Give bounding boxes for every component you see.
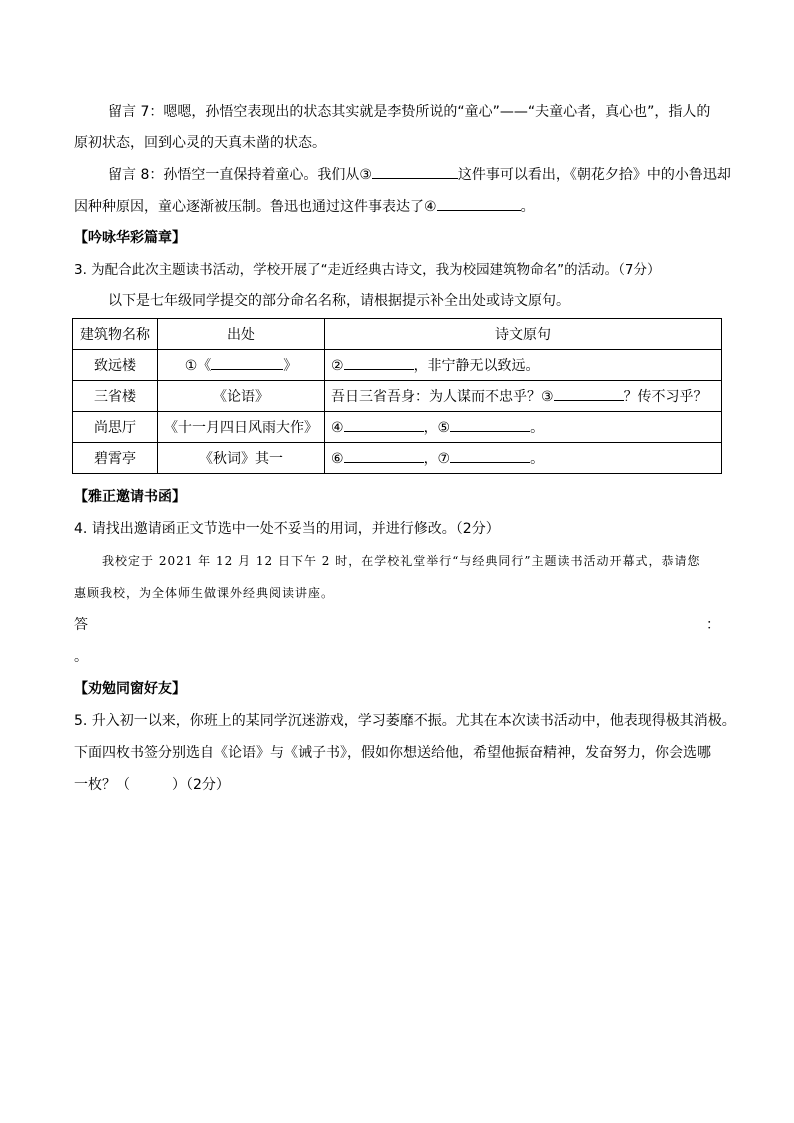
answer-label: 答 — [74, 617, 88, 633]
building-name: 碧霄亭 — [73, 443, 158, 474]
comment-8-line-2 — [74, 196, 535, 217]
source-cell: 《秋词》其一 — [158, 443, 325, 474]
building-name: 尚思厅 — [73, 412, 158, 443]
header-source: 出处 — [158, 319, 325, 350]
answer-colon: ： — [706, 617, 720, 633]
question-5-line-2: 下面四枚书签分别选自《论语》与《诫子书》，假如你想送给他，希望他振奋精神，发奋努力，你会选哪 — [74, 745, 711, 761]
blank-4-table[interactable] — [344, 417, 424, 432]
comment-7-line-2: 原初状态，回到心灵的天真未凿的状态。 — [74, 135, 326, 151]
comment-8-text-b: 这件事可以看出，《朝花夕拾》中的小鲁迅却 — [457, 167, 731, 183]
source-cell: 《十一月四日风雨大作》 — [158, 412, 325, 443]
blank-5[interactable] — [450, 417, 530, 432]
building-name: 三省楼 — [73, 381, 158, 412]
blank-3-table[interactable] — [554, 386, 624, 401]
comment-7-line-1: 留言 7：嗯嗯，孙悟空表现出的状态其实就是李贽所说的“童心”——“夫童心者，真心也”，指人的 — [108, 104, 711, 120]
question-3-stem: 3. 为配合此次主题读书活动，学校开展了“走近经典古诗文，我为校园建筑物命名”的活动。（7分） — [74, 262, 661, 278]
verse-text: ⑥ — [331, 451, 344, 467]
table-row — [73, 443, 722, 474]
source-text-end: 》 — [283, 358, 298, 374]
table-row — [73, 381, 722, 412]
verse-text-mid: ，⑦ — [423, 451, 451, 467]
section-heading-1: 【吟咏华彩篇章】 — [74, 230, 186, 246]
verse-text: 吾日三省吾身：为人谋而不忠乎？③ — [331, 389, 554, 405]
header-building: 建筑物名称 — [73, 319, 158, 350]
question-4-stem: 4. 请找出邀请函正文节选中一处不妥当的用词，并进行修改。（2分） — [74, 521, 500, 537]
table-header-row — [73, 319, 722, 350]
invitation-letter-line-2: 惠顾我校，为全体师生做课外经典阅读讲座。 — [74, 586, 335, 600]
blank-4[interactable] — [437, 196, 521, 211]
question-3-sub: 以下是七年级同学提交的部分命名名称，请根据提示补全出处或诗文原句。 — [108, 293, 570, 309]
building-names-table — [72, 318, 722, 474]
verse-text-end: ？传不习乎？ — [623, 389, 708, 405]
verse-cell — [325, 350, 722, 381]
verse-text-end: 。 — [530, 420, 545, 436]
invitation-letter-line-1: 我校定于 2021 年 12 月 12 日下午 2 时，在学校礼堂举行“与经典同行”主题读书活动开幕式，恭请您 — [102, 554, 701, 568]
verse-cell — [325, 443, 722, 474]
question-5-line-3: 一枚？（ ）（2分） — [74, 777, 230, 793]
blank-7[interactable] — [450, 448, 530, 463]
blank-2[interactable] — [344, 355, 414, 370]
comment-8-line-1 — [108, 164, 731, 185]
section-heading-3: 【劝勉同窗好友】 — [74, 681, 186, 697]
verse-text: ④ — [331, 420, 344, 436]
verse-text: ② — [331, 358, 344, 374]
comment-8-text-c: 因种种原因，童心逐渐被压制。鲁迅也通过这件事表达了④ — [74, 199, 437, 215]
section-heading-2: 【雅正邀请书函】 — [74, 489, 186, 505]
blank-1[interactable] — [211, 355, 283, 370]
source-cell — [158, 350, 325, 381]
source-cell: 《论语》 — [158, 381, 325, 412]
blank-3[interactable] — [372, 164, 458, 179]
verse-text-end: ，非宁静无以致远。 — [413, 358, 540, 374]
source-text: ①《 — [184, 358, 212, 374]
verse-cell — [325, 412, 722, 443]
comment-8-text-a: 留言 8：孙悟空一直保持着童心。我们从③ — [108, 167, 372, 183]
comment-8-text-d: 。 — [520, 199, 535, 215]
table-row — [73, 412, 722, 443]
header-verse: 诗文原句 — [325, 319, 722, 350]
building-name: 致远楼 — [73, 350, 158, 381]
table-row — [73, 350, 722, 381]
question-5-line-1: 5. 升入初一以来，你班上的某同学沉迷游戏，学习萎靡不振。尤其在本次读书活动中，他表现得极其消极。 — [74, 713, 736, 729]
verse-cell — [325, 381, 722, 412]
verse-text-mid: ，⑤ — [423, 420, 451, 436]
blank-6[interactable] — [344, 448, 424, 463]
verse-text-end: 。 — [530, 451, 545, 467]
answer-end: 。 — [74, 649, 88, 665]
